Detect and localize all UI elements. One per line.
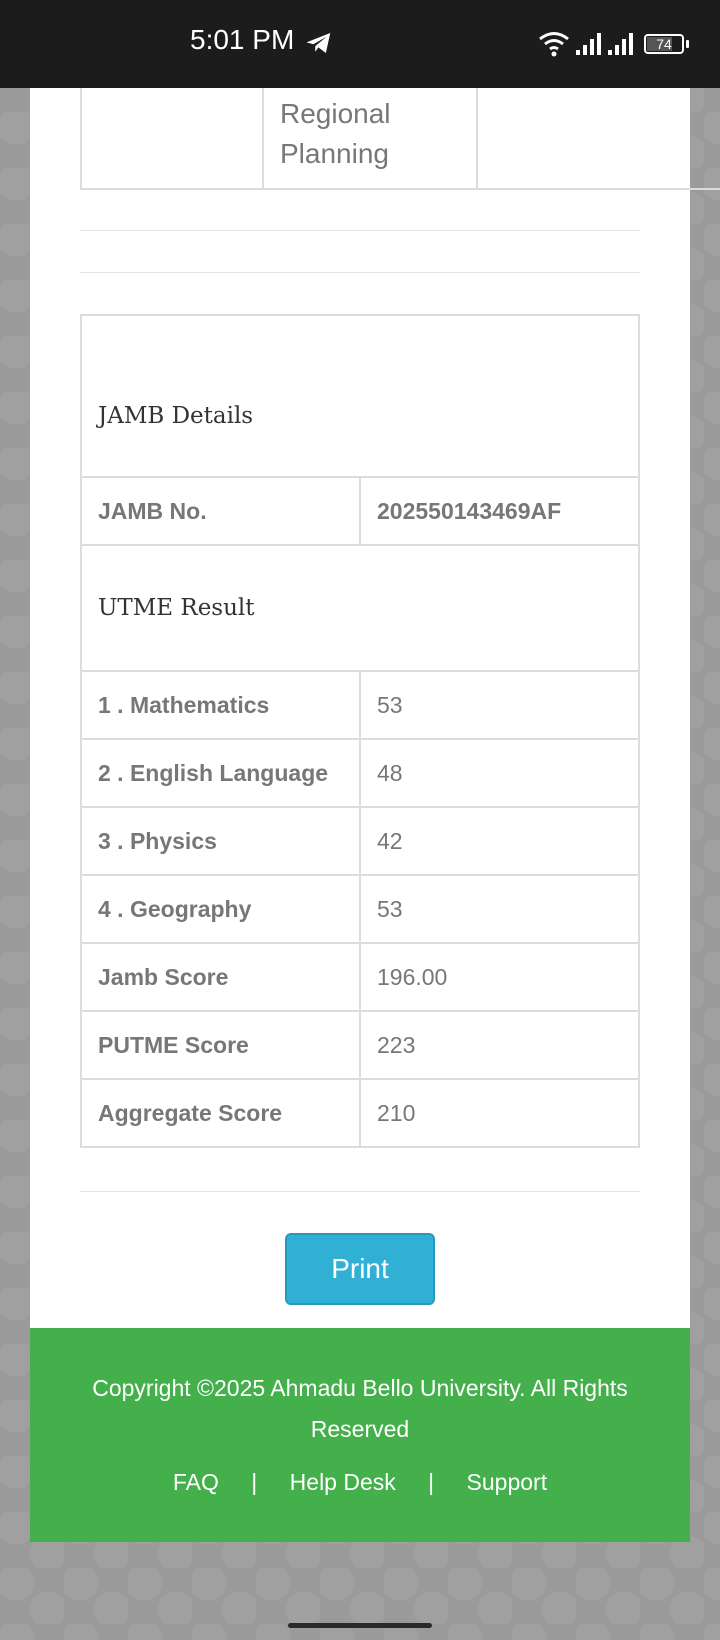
jamb-no-label: JAMB No. [81,477,360,545]
footer [30,1328,690,1542]
table-row [81,875,639,943]
copyright-text: Copyright ©2025 Ahmadu Bello University. All Rights Reserved [92,1375,628,1442]
jamb-no-value: 202550143469AF [360,477,639,545]
link-separator: | [251,1469,258,1495]
battery-tip [686,40,689,48]
course-name-line-1: Regional [280,98,391,129]
row-label: 4 . Geography [81,875,360,943]
battery-percent: 74 [656,36,672,52]
row-value: 42 [360,807,639,875]
support-link[interactable]: Support [466,1469,548,1495]
row-value: 48 [360,739,639,807]
status-time: 5:01 PM [190,24,295,55]
table-row [81,943,639,1011]
row-label: 3 . Physics [81,807,360,875]
table-row [81,671,639,739]
row-value: 53 [360,671,639,739]
table-row [81,739,639,807]
row-label: 1 . Mathematics [81,671,360,739]
row-value: 196.00 [360,943,639,1011]
programme-course-cell [264,88,478,188]
telegram-icon [304,28,334,58]
row-label: Aggregate Score [81,1079,360,1147]
programme-table [80,88,720,190]
utme-result-title: UTME Result [81,545,639,671]
wifi-icon [538,30,570,58]
row-value: 210 [360,1079,639,1147]
divider [80,272,640,273]
signal-icon [606,32,634,56]
table-row [81,1079,639,1147]
row-value: 223 [360,1011,639,1079]
home-indicator[interactable] [288,1623,432,1628]
programme-cell-empty [82,88,264,188]
row-label: 2 . English Language [81,739,360,807]
print-button[interactable]: Print [285,1233,435,1305]
divider [80,230,640,231]
jamb-details-title: JAMB Details [81,315,639,477]
link-separator: | [428,1469,435,1495]
row-label: Jamb Score [81,943,360,1011]
table-row [81,477,639,545]
faq-link[interactable]: FAQ [172,1469,219,1495]
battery-icon [644,34,684,54]
status-bar [0,0,720,88]
footer-links [30,1464,690,1500]
table-row [81,807,639,875]
row-value: 53 [360,875,639,943]
signal-icon [574,32,602,56]
help-desk-link[interactable]: Help Desk [289,1469,396,1495]
course-name-line-2: Planning [280,138,389,169]
divider [80,1191,640,1192]
table-row [81,1011,639,1079]
row-label: PUTME Score [81,1011,360,1079]
jamb-details-table [80,314,640,1148]
